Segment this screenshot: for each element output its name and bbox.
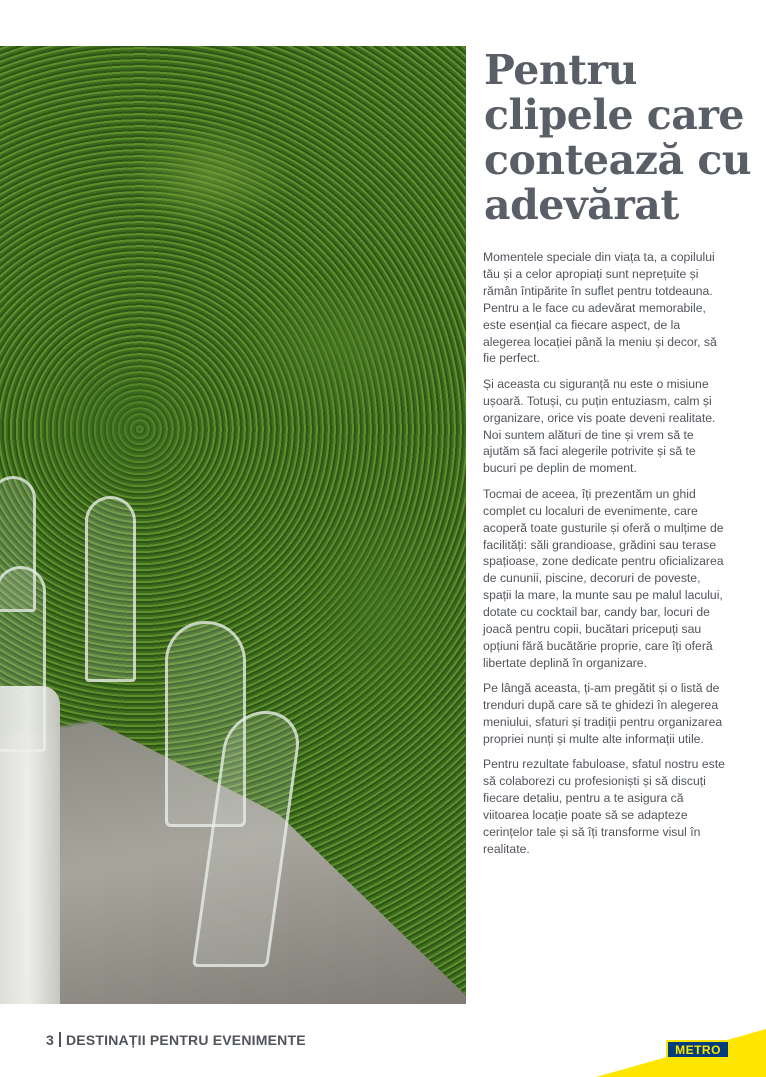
metro-logo bbox=[666, 1040, 730, 1059]
paragraph: Pentru rezultate fabuloase, sfatul nostru este să colaborezi cu profesioniști și să discuți fiecare detaliu, pentru a te asigura că viitoarea locație poate să se adapteze cerințelor tale și să îți transforme visul în realitate. bbox=[483, 757, 725, 856]
logo-text: METRO bbox=[675, 1042, 721, 1057]
page-number: 3 bbox=[46, 1032, 54, 1048]
page-footer bbox=[46, 1032, 306, 1048]
page-title: Pentru clipele care contează cu adevărat bbox=[484, 46, 752, 229]
venue-photo bbox=[0, 46, 466, 1004]
ghost-chair bbox=[85, 496, 136, 682]
paragraph: Pe lângă aceasta, ți-am pregătit și o listă de trenduri după care să te ghidezi în alegerea meniului, sfaturi și tradiții pentru organizarea propriei nunți și multe alte informații utile. bbox=[483, 681, 723, 746]
intro-text bbox=[483, 249, 728, 866]
paragraph: Momentele speciale din viața ta, a copilului tău și a celor apropiați sunt neprețuite și rămân întipărite în suflet pentru totdeauna. Pentru a le face cu adevărat memorabile, este esențial ca fiecare aspect, de la alegerea locației până la meniu și decor, să fie perfect. bbox=[483, 250, 717, 366]
ghost-chair bbox=[0, 566, 46, 752]
paragraph: Și aceasta cu siguranță nu este o misiune ușoară. Totuși, cu puțin entuziasm, calm și organizare, orice vis poate deveni realitate. Noi suntem alături de tine și vrem să te ajutăm să faci alegerile potrivite și să te bucuri pe deplin de moment. bbox=[483, 376, 716, 476]
paragraph: Tocmai de aceea, îți prezentăm un ghid complet cu localuri de evenimente, care acoperă toate gusturile și oferă o mulțime de facilități: săli grandioase, grădini sau terase spațioase, zone dedicate pentru oficializarea de cununii, piscine, decoruri de poveste, spații la mare, la munte sau pe malul lacului, dotate cu cocktail bar, candy bar, locuri de joacă pentru copii, bucătari pricepuți sau opțiuni fără bucătărie proprie, care îți oferă libertate deplină în organizare. bbox=[483, 486, 724, 670]
section-title: DESTINAȚII PENTRU EVENIMENTE bbox=[66, 1032, 306, 1048]
footer-divider bbox=[59, 1032, 61, 1047]
